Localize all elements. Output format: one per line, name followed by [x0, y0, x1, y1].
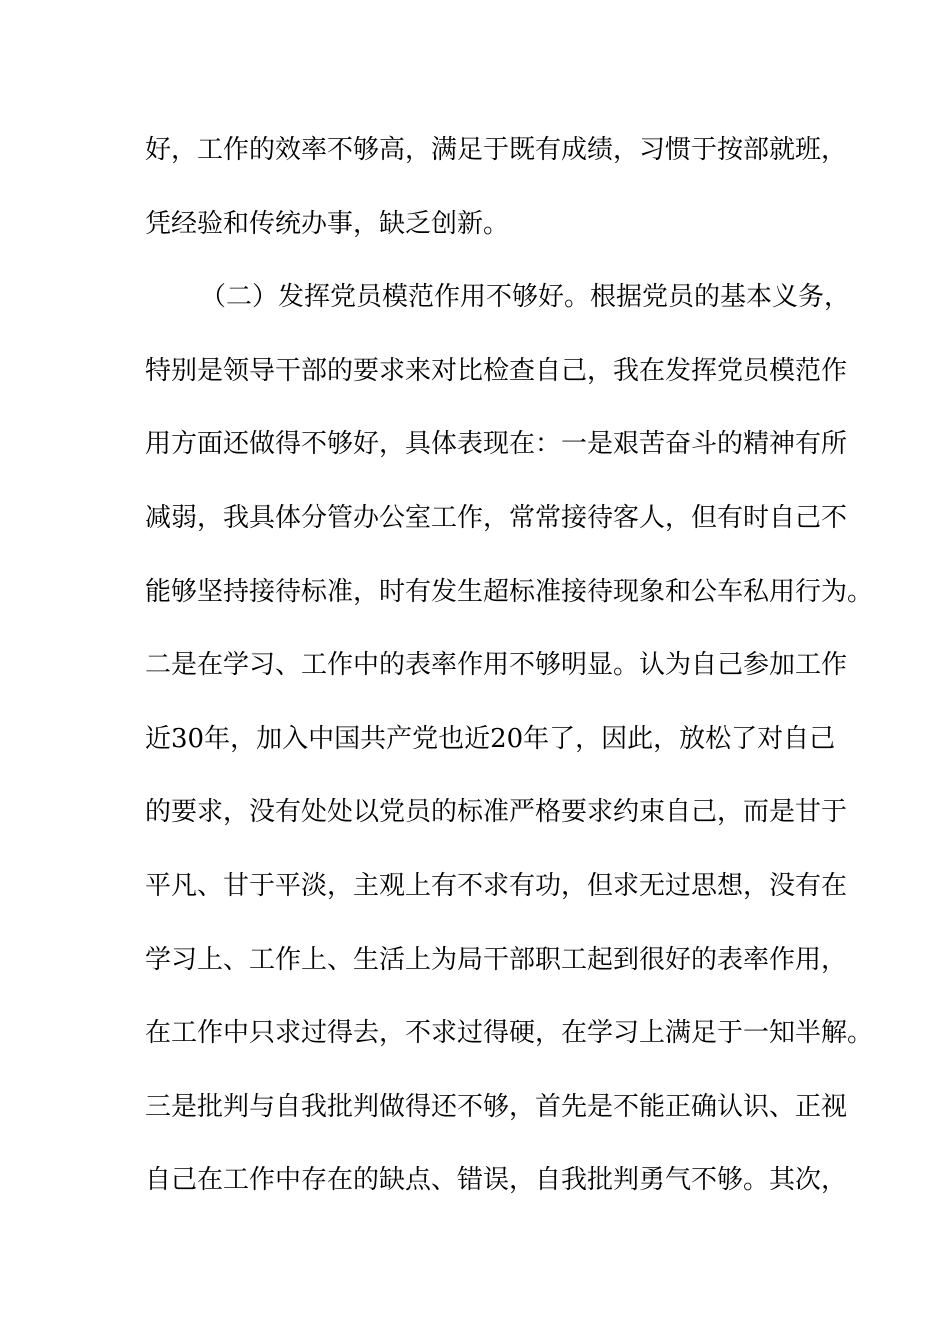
section-heading-line: （二）发挥党员模范作用不够好。根据党员的基本义务，	[200, 282, 851, 313]
text-line: 近30年，加入中国共产党也近20年了，因此，放松了对自己	[145, 723, 836, 754]
body-text	[145, 125, 874, 1229]
text-line: 在工作中只求过得去，不求过得硬，在学习上满足于一知半解。	[145, 1018, 874, 1049]
text-line: 用方面还做得不够好，具体表现在：一是艰苦奋斗的精神有所	[145, 429, 848, 460]
text-line: 能够坚持接待标准，时有发生超标准接待现象和公车私用行为。	[145, 576, 874, 607]
text-line: 减弱，我具体分管办公室工作，常常接待客人，但有时自己不	[145, 502, 848, 533]
text-line: 二是在学习、工作中的表率作用不够明显。认为自己参加工作	[145, 650, 848, 681]
text-line: 凭经验和传统办事，缺乏创新。	[145, 208, 510, 239]
text-line: 特别是领导干部的要求来对比检查自己，我在发挥党员模范作	[145, 355, 848, 386]
text-line: 三是批判与自我批判做得还不够，首先是不能正确认识、正视	[145, 1091, 848, 1122]
text-line: 自己在工作中存在的缺点、错误，自我批判勇气不够。其次，	[145, 1165, 848, 1196]
text-line: 好，工作的效率不够高，满足于既有成绩，习惯于按部就班，	[145, 135, 848, 165]
text-line: 平凡、甘于平淡，主观上有不求有功，但求无过思想，没有在	[145, 870, 848, 901]
text-line: 的要求，没有处处以党员的标准严格要求约束自己，而是甘于	[145, 797, 848, 828]
text-line: 学习上、工作上、生活上为局干部职工起到很好的表率作用，	[145, 944, 848, 975]
